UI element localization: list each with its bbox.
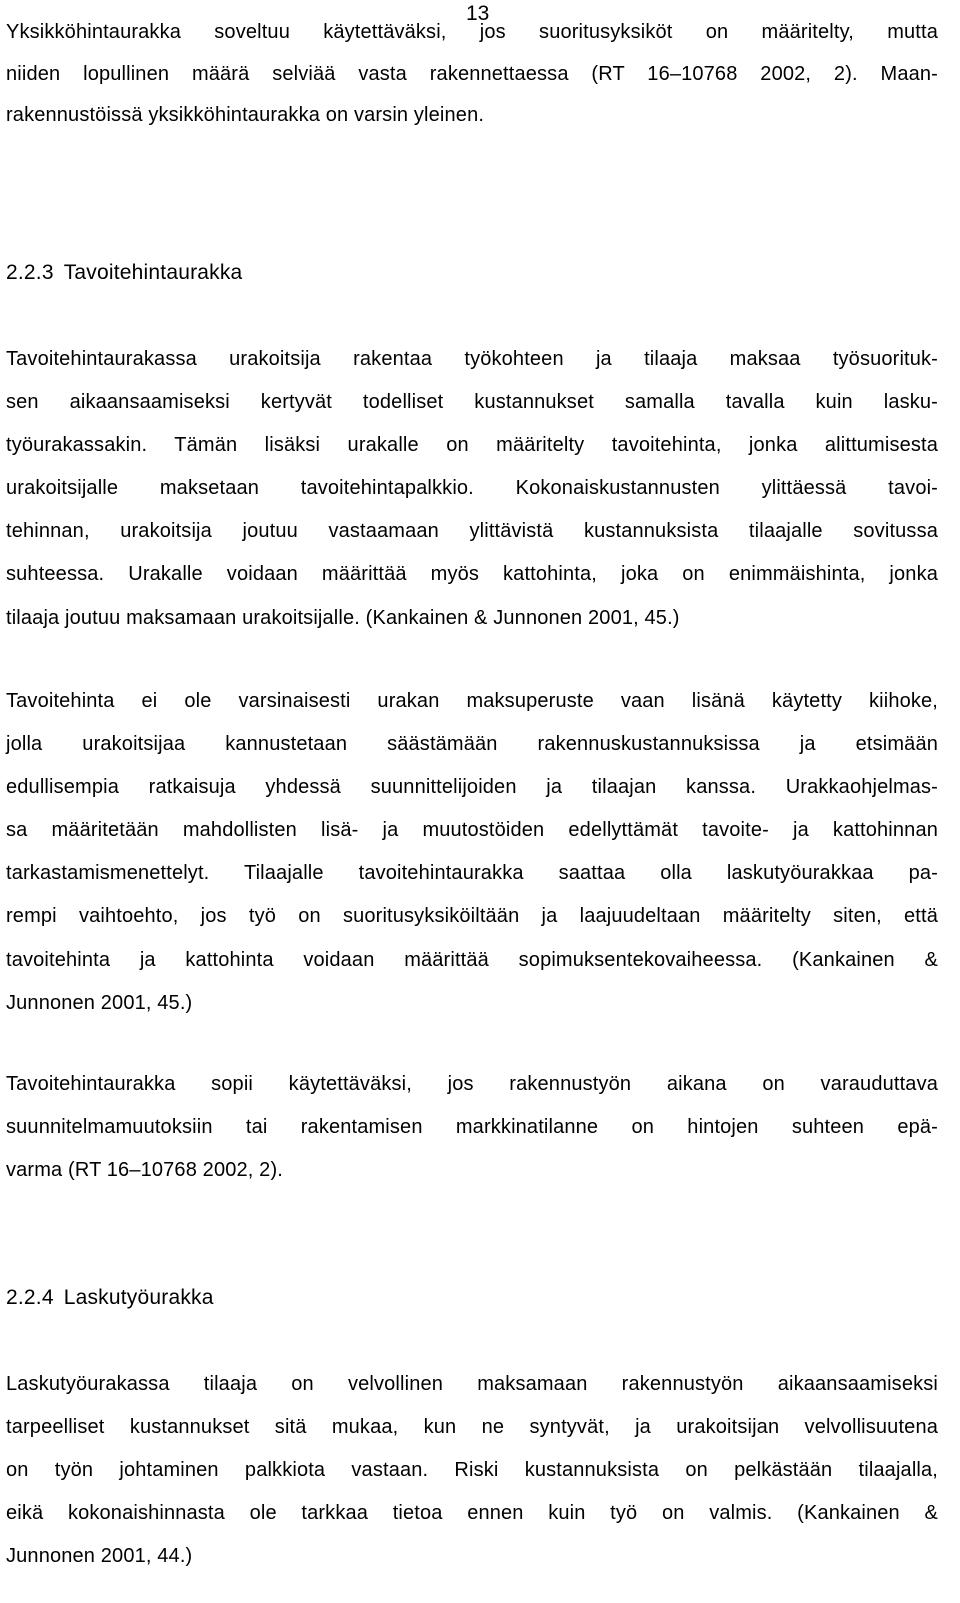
text-line: suunnitelmamuutoksiin tai rakentamisen markkinatilanne on hintojen suhteen epä- bbox=[6, 1116, 938, 1139]
text-line: työurakassakin. Tämän lisäksi urakalle on määritelty tavoitehinta, jonka alittumisesta bbox=[6, 434, 938, 457]
text-line: niiden lopullinen määrä selviää vasta rakennettaessa (RT 16–10768 2002, 2). Maan- bbox=[6, 62, 938, 85]
text-line: varma (RT 16–10768 2002, 2). bbox=[6, 1159, 283, 1182]
text-line: sa määritetään mahdollisten lisä- ja muutostöiden edellyttämät tavoite- ja kattohinnan bbox=[6, 819, 938, 842]
section-number: 2.2.4 bbox=[6, 1286, 54, 1309]
text-line: tavoitehinta ja kattohinta voidaan määrittää sopimuksentekovaiheessa. (Kankainen & bbox=[6, 948, 938, 971]
text-line: Tavoitehintaurakassa urakoitsija rakentaa työkohteen ja tilaaja maksaa työsuorituk- bbox=[6, 348, 938, 370]
paragraph-intro bbox=[6, 12, 938, 137]
text-line: Junnonen 2001, 44.) bbox=[6, 1545, 193, 1568]
section-title: Laskutyöurakka bbox=[63, 1286, 214, 1309]
text-line: tilaaja joutuu maksamaan urakoitsijalle. (Kankainen & Junnonen 2001, 45.) bbox=[6, 606, 680, 629]
section-number: 2.2.3 bbox=[6, 261, 54, 284]
text-line: eikä kokonaishinnasta ole tarkkaa tietoa ennen kuin työ on valmis. (Kankainen & bbox=[6, 1502, 938, 1525]
paragraph-tavoite-1 bbox=[6, 338, 938, 640]
section-heading-2-2-4 bbox=[6, 1283, 214, 1313]
section-heading-2-2-3 bbox=[6, 258, 242, 288]
text-line: on työn johtaminen palkkiota vastaan. Riski kustannuksista on pelkästään tilaajalla, bbox=[6, 1459, 938, 1482]
text-line: urakoitsijalle maksetaan tavoitehintapalkkio. Kokonaiskustannusten ylittäessä tavoi- bbox=[6, 477, 938, 500]
text-line: tarpeelliset kustannukset sitä mukaa, kun ne syntyvät, ja urakoitsijan velvollisuutena bbox=[6, 1416, 938, 1439]
text-line: sen aikaansaamiseksi kertyvät todelliset kustannukset samalla tavalla kuin lasku- bbox=[6, 391, 938, 414]
text-line: Junnonen 2001, 45.) bbox=[6, 991, 193, 1014]
text-line: tehinnan, urakoitsija joutuu vastaamaan ylittävistä kustannuksista tilaajalle sovitussa bbox=[6, 520, 938, 543]
paragraph-lasku-1 bbox=[6, 1363, 938, 1578]
paragraph-tavoite-2 bbox=[6, 680, 938, 1025]
page-number: 13 bbox=[466, 2, 490, 25]
section-title: Tavoitehintaurakka bbox=[63, 261, 243, 284]
text-line: Laskutyöurakassa tilaaja on velvollinen maksamaan rakennustyön aikaansaamiseksi bbox=[6, 1373, 938, 1395]
text-line: rakennustöissä yksikköhintaurakka on varsin yleinen. bbox=[6, 104, 485, 126]
text-line: tarkastamismenettelyt. Tilaajalle tavoitehintaurakka saattaa olla laskutyöurakkaa pa- bbox=[6, 862, 938, 885]
paragraph-tavoite-3 bbox=[6, 1063, 938, 1192]
text-line: Tavoitehintaurakka sopii käytettäväksi, jos rakennustyön aikana on varauduttava bbox=[6, 1073, 938, 1095]
text-line: Tavoitehinta ei ole varsinaisesti urakan maksuperuste vaan lisänä käytetty kiihoke, bbox=[6, 690, 938, 712]
text-line: edullisempia ratkaisuja yhdessä suunnittelijoiden ja tilaajan kanssa. Urakkaohjelmas- bbox=[6, 776, 938, 799]
text-line: jolla urakoitsijaa kannustetaan säästämään rakennuskustannuksissa ja etsimään bbox=[6, 733, 938, 756]
text-line: suhteessa. Urakalle voidaan määrittää myös kattohinta, joka on enimmäishinta, jonka bbox=[6, 563, 938, 586]
text-line: rempi vaihtoehto, jos työ on suoritusyksiköiltään ja laajuudeltaan määritelty siten, että bbox=[6, 905, 938, 928]
text-line: Yksikköhintaurakka soveltuu käytettäväksi, jos suoritusyksiköt on määritelty, mutta bbox=[6, 21, 938, 43]
